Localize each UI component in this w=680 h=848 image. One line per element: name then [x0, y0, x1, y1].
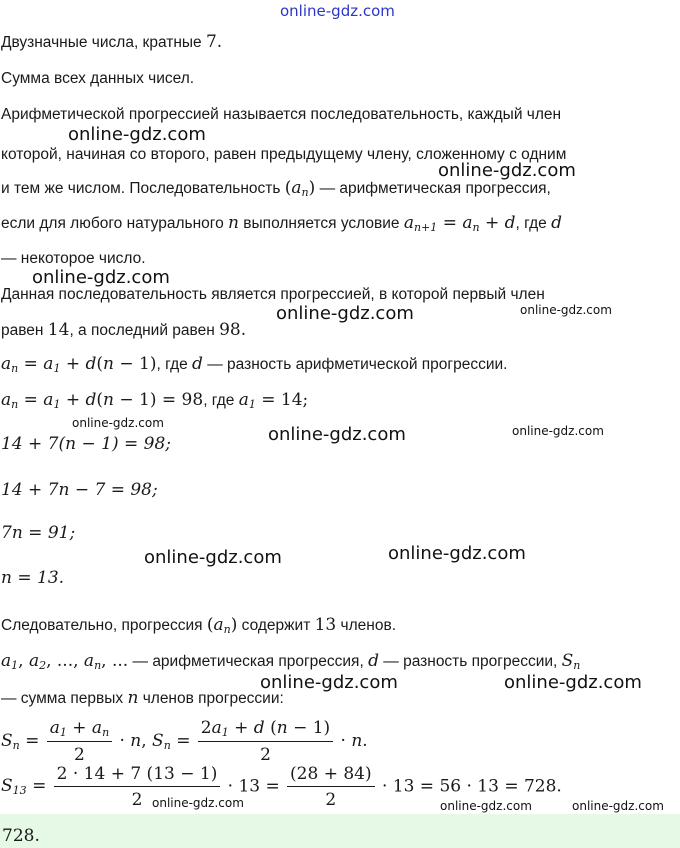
watermark: online-gdz.com — [572, 799, 664, 813]
watermark: online-gdz.com — [280, 2, 395, 20]
formula-nth-term: $a_n = a_1 + d(n - 1)$, где d — разность арифметической прогрессии. — [1, 354, 508, 375]
equation-1: 14 + 7(n − 1) = 98; — [1, 434, 171, 454]
sum-formulas: $S_n$ = $\frac{a_1 + a_n}{2}$ · n, $S_n$ = $\frac{2a_1 + d (n - 1)}{2}$ · n. — [1, 718, 368, 766]
equation-2: 14 + 7n − 7 = 98; — [1, 480, 158, 500]
sum-intro-2: — сумма первых n членов прогрессии: — [1, 688, 284, 708]
solution-line-1: Данная последовательность является прогрессией, в которой первый член — [1, 286, 545, 303]
watermark: online-gdz.com — [260, 672, 398, 693]
answer-box — [0, 814, 680, 848]
task-statement-1: Двузначные числа, кратные 7. — [1, 32, 223, 52]
watermark: online-gdz.com — [72, 416, 164, 430]
watermark: online-gdz.com — [520, 303, 612, 317]
equation-3: 7n = 91; — [1, 523, 76, 543]
watermark: online-gdz.com — [440, 799, 532, 813]
definition-line-3: и тем же числом. Последовательность $(a_n)$ — арифметическая прогрессия, — [1, 178, 551, 199]
definition-line-5: — некоторое число. — [1, 250, 146, 267]
watermark: online-gdz.com — [388, 543, 526, 564]
answer-value: 728. — [2, 826, 40, 846]
equation-4: n = 13. — [1, 568, 65, 588]
definition-line-2: которой, начиная со второго, равен предыдущему члену, сложенному с одним — [1, 146, 567, 163]
watermark: online-gdz.com — [68, 124, 206, 145]
watermark: online-gdz.com — [512, 424, 604, 438]
task-statement-2: Сумма всех данных чисел. — [1, 70, 195, 87]
watermark: online-gdz.com — [268, 424, 406, 445]
watermark: online-gdz.com — [152, 796, 244, 810]
watermark: online-gdz.com — [504, 672, 642, 693]
sum-computation: $S_{13}$ = $\frac{2 \cdot 14 + 7 (13 - 1)}{2}$ · 13 = $\frac{(28 + 84)}{2}$ · 13 = 56 · 13 = 728. — [1, 764, 562, 811]
watermark: online-gdz.com — [144, 547, 282, 568]
watermark: online-gdz.com — [32, 267, 170, 288]
definition-line-1: Арифметической прогрессией называется последовательность, каждый член — [1, 106, 562, 123]
formula-substitution: $a_n = a_1 + d(n - 1) = 98$, где $a_1 = 14$; — [1, 390, 309, 411]
solution-line-2: равен 14, а последний равен 98. — [1, 320, 247, 340]
watermark: online-gdz.com — [438, 160, 576, 181]
sum-intro-1: $a_1$, $a_2$, ..., $a_n$, ... — арифметическая прогрессия, d — разность прогрессии, $S_n$ — [1, 651, 581, 672]
conclusion-line: Следовательно, прогрессия $(a_n)$ содержит 13 членов. — [1, 615, 397, 636]
definition-line-4: если для любого натурального n выполняется условие $a_{n+1} = a_n + d$, где d — [1, 213, 562, 234]
watermark: online-gdz.com — [276, 303, 414, 324]
